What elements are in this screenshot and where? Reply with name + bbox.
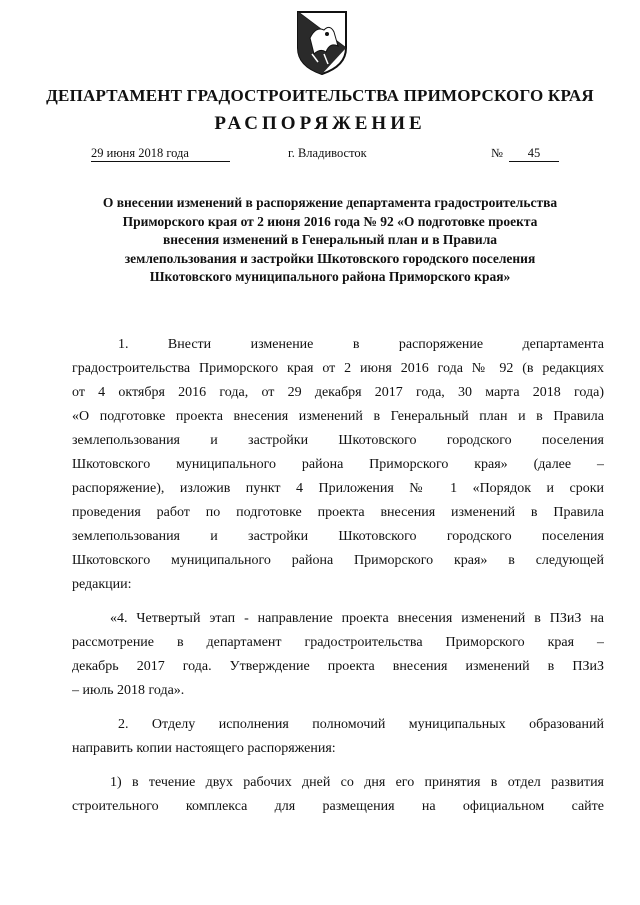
body-line: декабрь 2017 года. Утверждение проекта внесения изменений в ПЗиЗ: [72, 659, 604, 674]
body-line: Шкотовского муниципального района Приморского края» в следующей: [72, 553, 604, 568]
body-line: распоряжение), изложив пункт 4 Приложения № 1 «Порядок и сроки: [72, 481, 604, 496]
body-line: рассмотрение в департамент градостроительства Приморского края –: [72, 635, 604, 650]
coat-of-arms-icon: [294, 8, 350, 76]
body-line: землепользования и застройки Шкотовского городского поселения: [72, 529, 604, 544]
body-line: – июль 2018 года».: [72, 683, 185, 698]
document-date: 29 июня 2018 года: [91, 146, 230, 162]
body-line: землепользования и застройки Шкотовского городского поселения: [72, 433, 604, 448]
document-body: [72, 333, 604, 819]
body-line: от 4 октября 2016 года, от 29 декабря 2017 года, 30 марта 2018 года): [72, 385, 604, 400]
subject-line: Приморского края от 2 июня 2016 года № 92 «О подготовке проекта: [122, 213, 538, 229]
body-line: 1. Внести изменение в распоряжение департамента: [118, 337, 604, 352]
body-line: проведения работ по подготовке проекта внесения изменений в Правила: [72, 505, 604, 520]
subject-line: Шкотовского муниципального района Приморского края»: [149, 269, 511, 284]
document-subject: [70, 194, 590, 287]
body-line: градостроительства Приморского края от 2 июня 2016 года № 92 (в редакциях: [72, 361, 604, 376]
document-city: г. Владивосток: [288, 146, 367, 160]
document-number: 45: [509, 146, 559, 162]
body-line: направить копии настоящего распоряжения:: [72, 741, 336, 756]
body-line: Шкотовского муниципального района Приморского края» (далее –: [72, 457, 604, 472]
document-type: РАСПОРЯЖЕНИЕ: [214, 113, 426, 134]
body-line: «4. Четвертый этап - направление проекта внесения изменений в ПЗиЗ на: [110, 611, 604, 626]
body-line: 2. Отделу исполнения полномочий муниципальных образований: [118, 717, 604, 732]
subject-line: внесения изменений в Генеральный план и в Правила: [162, 232, 498, 247]
body-line: 1) в течение двух рабочих дней со дня его принятия в отдел развития: [110, 775, 604, 790]
department-title: ДЕПАРТАМЕНТ ГРАДОСТРОИТЕЛЬСТВА ПРИМОРСКОГО КРАЯ: [46, 86, 594, 105]
subject-line: О внесении изменений в распоряжение департамента градостроительства: [102, 195, 558, 210]
document-number-label: №: [491, 146, 503, 160]
body-line: строительного комплекса для размещения на официальном сайте: [72, 799, 604, 814]
body-line: «О подготовке проекта внесения изменений в Генеральный план и в Правила: [72, 409, 604, 424]
subject-line: землепользования и застройки Шкотовского городского поселения: [124, 250, 536, 266]
body-line: редакции:: [72, 577, 132, 592]
